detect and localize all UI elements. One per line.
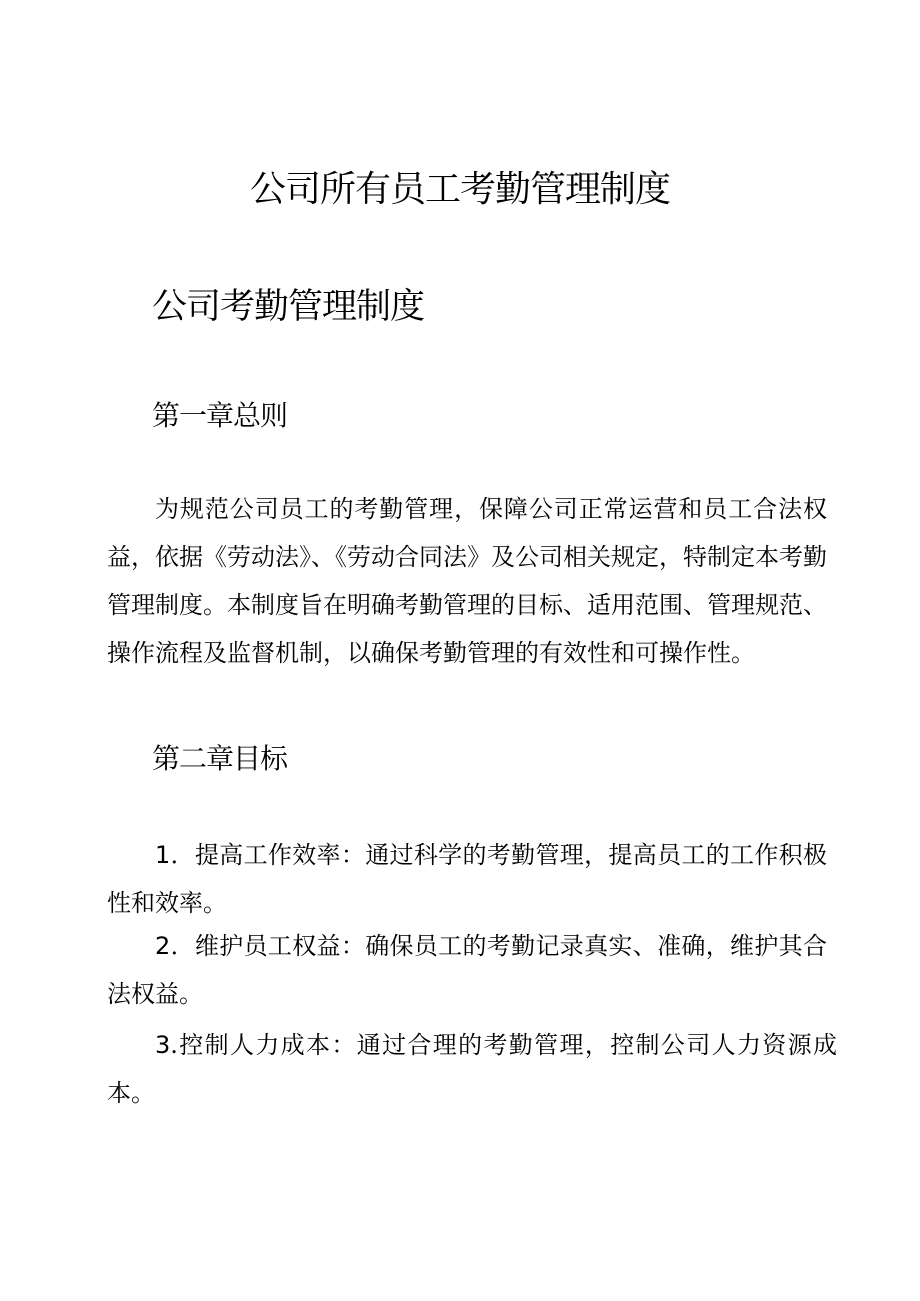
list-item-number: 3 (155, 1031, 171, 1059)
chapter-1-heading: 第一章总则 (152, 399, 288, 432)
list-item-number: 1 (155, 841, 171, 869)
chapter-2-heading: 第二章目标 (152, 742, 288, 775)
list-item (107, 831, 827, 927)
list-item-text: 控制人力成本：通过合理的考勤管理，控制公司人力资源成本。 (107, 1031, 837, 1107)
list-item (107, 1021, 837, 1117)
list-item-text: 提高工作效率：通过科学的考勤管理，提高员工的工作积极性和效率。 (107, 841, 828, 917)
list-item-number: 2 (155, 932, 171, 960)
document-subtitle: 公司考勤管理制度 (152, 287, 425, 327)
list-item-separator: ． (170, 841, 195, 869)
list-item-text: 维护员工权益：确保员工的考勤记录真实、准确，维护其合法权益。 (107, 932, 828, 1008)
document-title: 公司所有员工考勤管理制度 (249, 169, 670, 210)
chapter-1-paragraph: 为规范公司员工的考勤管理，保障公司正常运营和员工合法权益，依据《劳动法》、《劳动合同法》及公司相关规定，特制定本考勤管理制度。本制度旨在明确考勤管理的目标、适用范围、管理规范、操作流程及监督机制，以确保考勤管理的有效性和可操作性。 (107, 495, 827, 667)
list-item-separator: ． (170, 932, 195, 960)
list-item-separator: . (170, 1031, 178, 1059)
list-item (107, 922, 827, 1018)
